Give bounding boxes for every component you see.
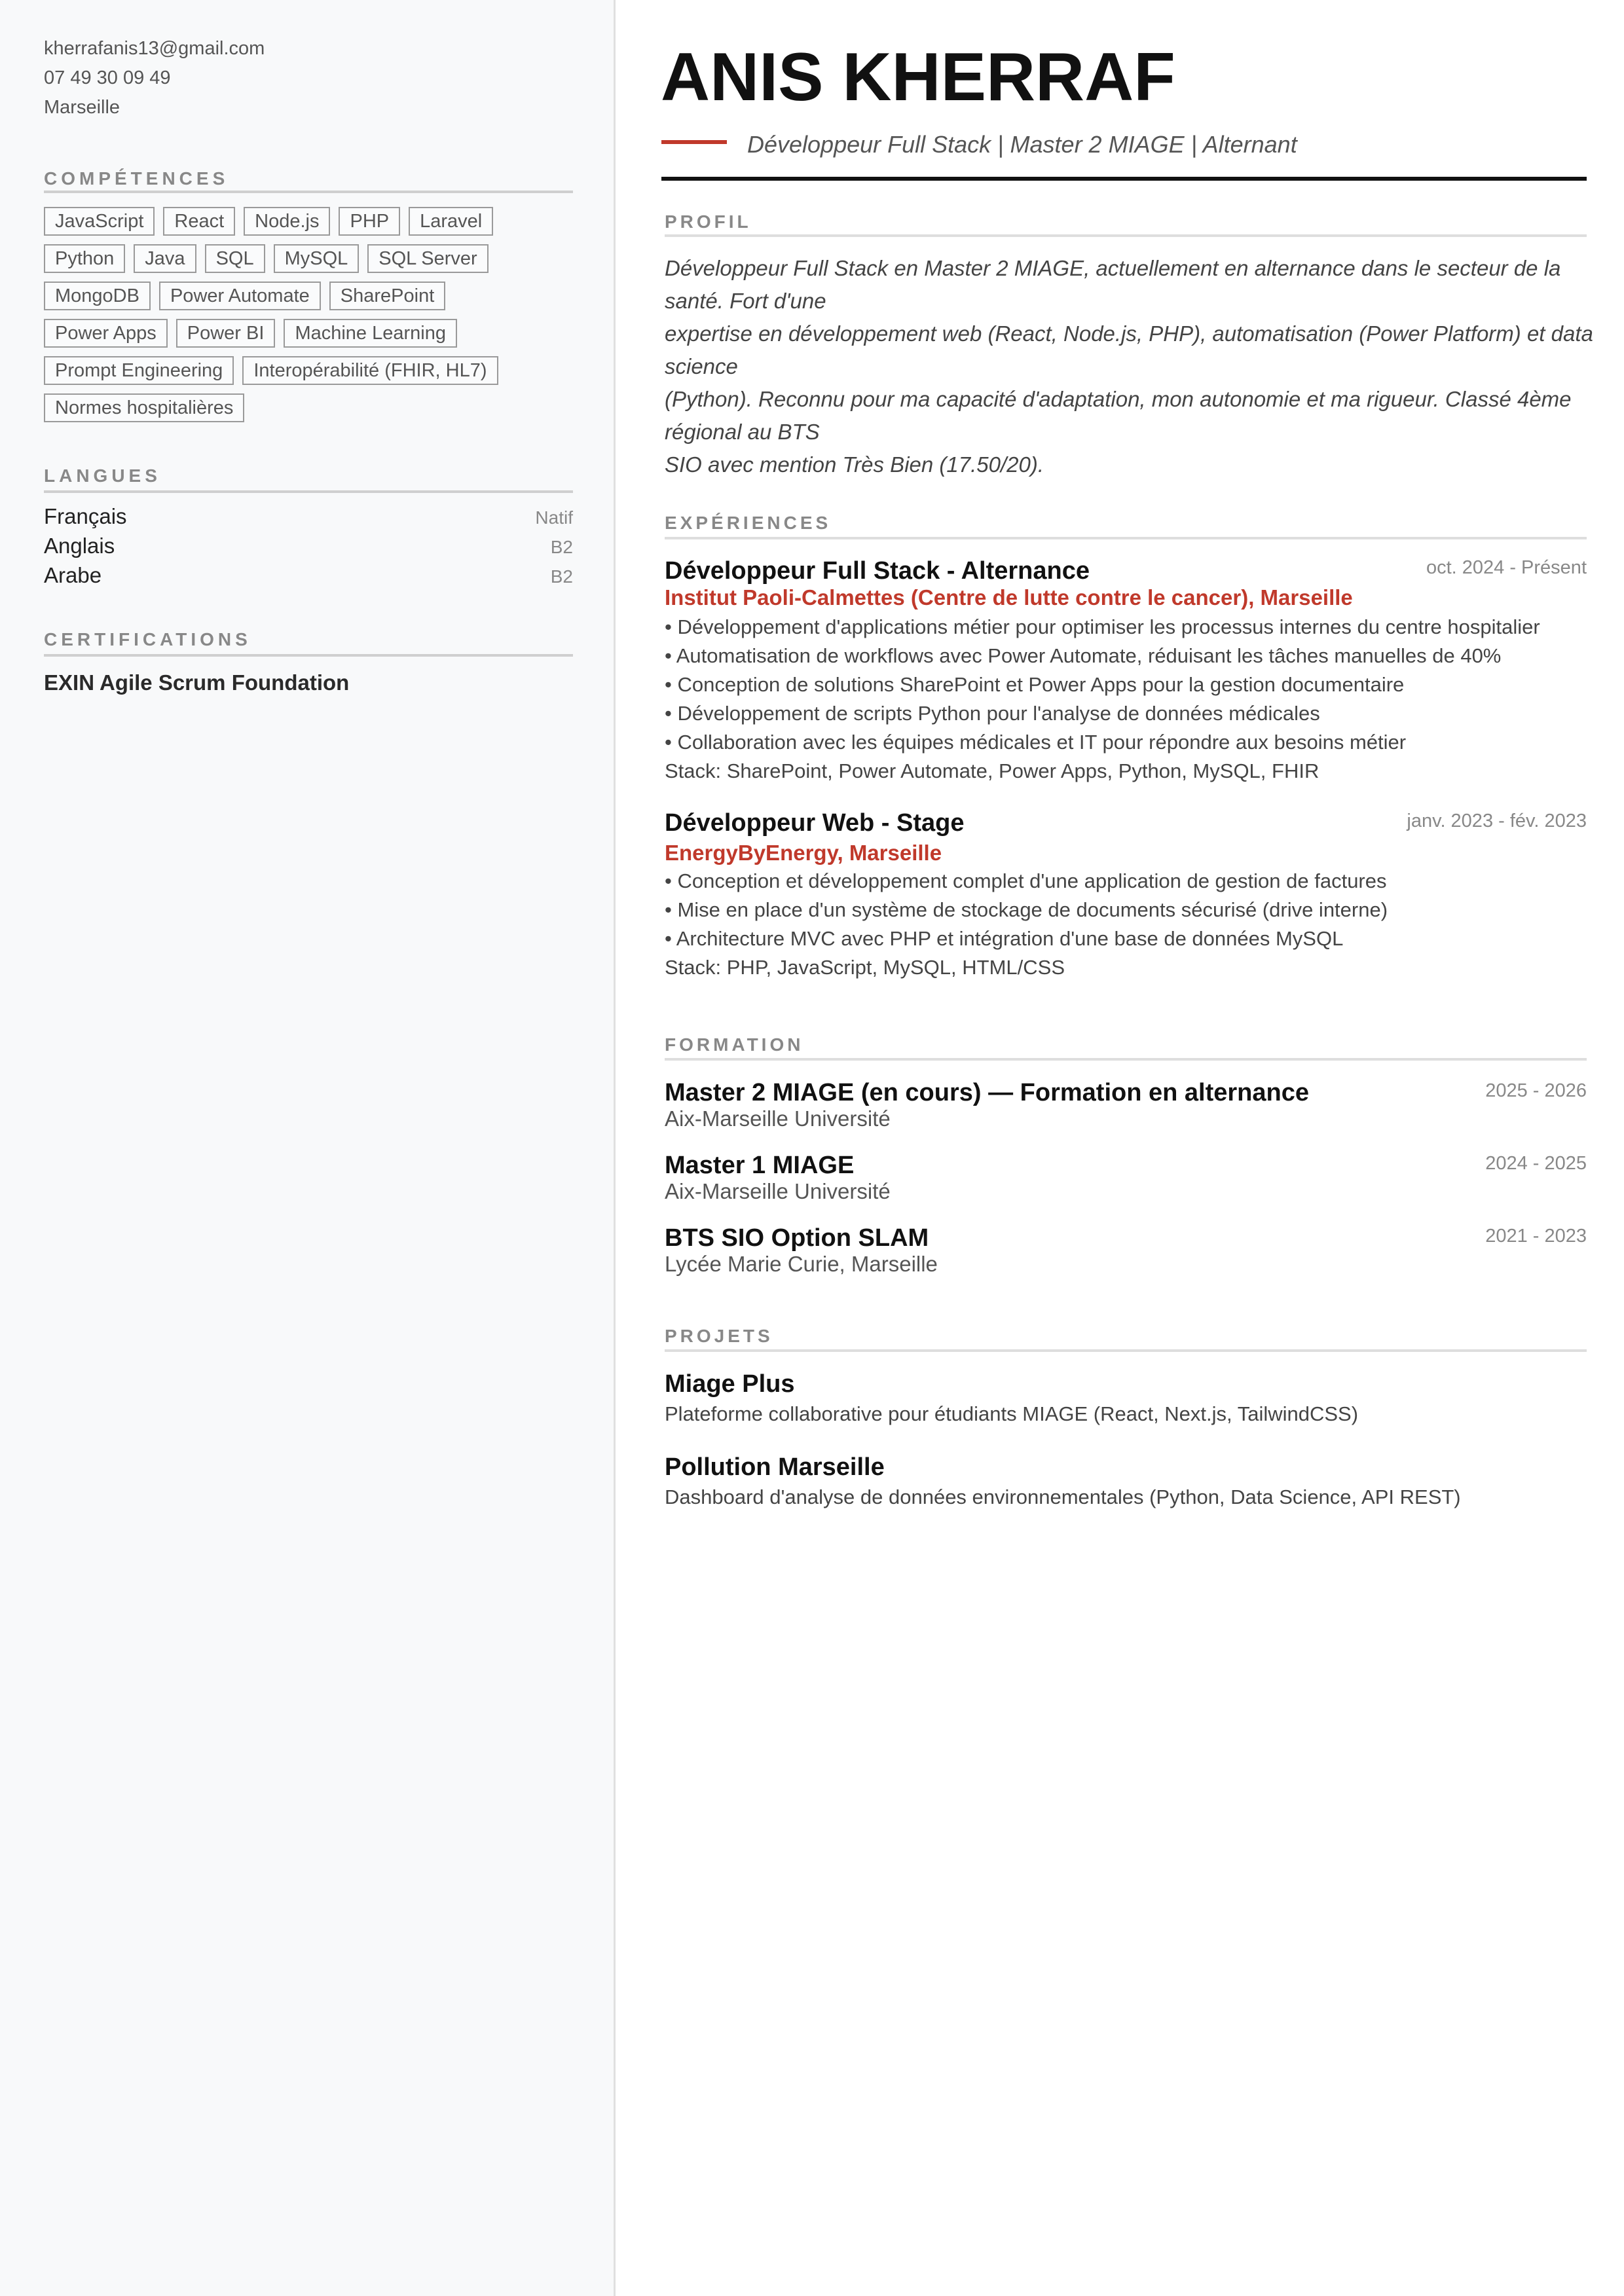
skill-tag: Prompt Engineering [44, 356, 234, 385]
education-title: Master 2 MIAGE (en cours) — Formation en alternance [665, 1079, 1309, 1106]
skills-divider [44, 191, 573, 193]
experience-divider [665, 537, 1587, 539]
project-title: Pollution Marseille [665, 1453, 885, 1481]
skill-tag: MongoDB [44, 282, 151, 310]
skill-tag: Python [44, 244, 125, 273]
skill-tag: Node.js [244, 207, 330, 236]
skill-tag: SQL Server [367, 244, 488, 273]
skill-tag: Normes hospitalières [44, 393, 244, 422]
job-stack: Stack: SharePoint, Power Automate, Power Apps, Python, MySQL, FHIR [665, 759, 1320, 782]
skill-tag: Power Automate [159, 282, 321, 310]
header-divider [661, 177, 1587, 181]
project-title: Miage Plus [665, 1370, 795, 1398]
profile-line: SIO avec mention Très Bien (17.50/20). [665, 452, 1044, 477]
language-name: Arabe [44, 563, 102, 587]
profile-line: santé. Fort d'une [665, 289, 826, 313]
skill-tag: Laravel [409, 207, 493, 236]
skill-tag: JavaScript [44, 207, 155, 236]
education-title: BTS SIO Option SLAM [665, 1224, 929, 1252]
education-heading: FORMATION [665, 1034, 804, 1055]
job-title: Développeur Web - Stage [665, 809, 965, 837]
skill-tag: React [163, 207, 235, 236]
skill-tag: Power BI [176, 319, 276, 348]
profile-summary [665, 252, 1593, 481]
job-bullet: • Conception et développement complet d'une application de gestion de factures [665, 869, 1387, 892]
profile-divider [665, 234, 1587, 237]
projects-divider [665, 1349, 1587, 1352]
job-bullet: • Développement de scripts Python pour l'analyse de données médicales [665, 702, 1320, 725]
language-row [44, 563, 573, 589]
job-company: EnergyByEnergy, Marseille [665, 841, 942, 865]
language-level: B2 [550, 566, 573, 587]
job-date: oct. 2024 - Présent [1426, 557, 1587, 578]
language-row [44, 504, 573, 530]
languages-heading: LANGUES [44, 465, 161, 486]
education-date: 2021 - 2023 [1485, 1226, 1587, 1247]
candidate-name: ANIS KHERRAF [661, 39, 1175, 115]
profile-line: régional au BTS [665, 420, 820, 444]
job-title: Développeur Full Stack - Alternance [665, 557, 1090, 585]
education-date: 2025 - 2026 [1485, 1080, 1587, 1101]
job-company: Institut Paoli-Calmettes (Centre de lutte contre le cancer), Marseille [665, 585, 1353, 610]
project-description: Plateforme collaborative pour étudiants MIAGE (React, Next.js, TailwindCSS) [665, 1402, 1359, 1425]
skill-tag: Java [134, 244, 196, 273]
skill-tag: MySQL [274, 244, 360, 273]
job-bullet: • Conception de solutions SharePoint et Power Apps pour la gestion documentaire [665, 673, 1405, 696]
skills-tag-list [44, 207, 573, 431]
accent-bar [661, 140, 727, 144]
candidate-subtitle: Développeur Full Stack | Master 2 MIAGE | Alternant [747, 131, 1297, 158]
skill-tag: PHP [339, 207, 400, 236]
job-bullet: • Collaboration avec les équipes médicales et IT pour répondre aux besoins métier [665, 731, 1407, 754]
education-school: Aix-Marseille Université [665, 1106, 891, 1131]
profile-heading: PROFIL [665, 211, 752, 232]
profile-line: Développeur Full Stack en Master 2 MIAGE, actuellement en alternance dans le secteur de la [665, 256, 1561, 280]
certification-item: EXIN Agile Scrum Foundation [44, 670, 350, 695]
skill-tag: Interopérabilité (FHIR, HL7) [242, 356, 498, 385]
job-bullet: • Mise en place d'un système de stockage de documents sécurisé (drive interne) [665, 898, 1388, 921]
language-level: B2 [550, 537, 573, 557]
job-bullet: • Automatisation de workflows avec Power Automate, réduisant les tâches manuelles de 40% [665, 644, 1502, 667]
job-stack: Stack: PHP, JavaScript, MySQL, HTML/CSS [665, 956, 1065, 979]
certifications-divider [44, 654, 573, 657]
profile-line: science [665, 354, 738, 378]
skill-tag: Machine Learning [284, 319, 457, 348]
language-name: Anglais [44, 534, 115, 558]
job-bullet: • Développement d'applications métier pour optimiser les processus internes du centre hospitalier [665, 615, 1540, 638]
project-description: Dashboard d'analyse de données environnementales (Python, Data Science, API REST) [665, 1485, 1461, 1508]
education-date: 2024 - 2025 [1485, 1153, 1587, 1174]
education-school: Aix-Marseille Université [665, 1179, 891, 1203]
education-divider [665, 1058, 1587, 1061]
skill-tag: Power Apps [44, 319, 168, 348]
languages-divider [44, 490, 573, 493]
contact-phone[interactable]: 07 49 30 09 49 [44, 67, 171, 88]
contact-city: Marseille [44, 97, 120, 118]
skill-tag: SQL [205, 244, 265, 273]
experience-heading: EXPÉRIENCES [665, 513, 832, 533]
job-bullet: • Architecture MVC avec PHP et intégration d'une base de données MySQL [665, 927, 1344, 950]
skill-tag: SharePoint [329, 282, 446, 310]
language-level: Natif [535, 507, 573, 528]
language-row [44, 534, 573, 560]
education-school: Lycée Marie Curie, Marseille [665, 1252, 938, 1276]
profile-line: expertise en développement web (React, Node.js, PHP), automatisation (Power Platform) et data [665, 321, 1593, 346]
language-name: Français [44, 504, 127, 528]
skills-heading: COMPÉTENCES [44, 168, 229, 189]
projects-heading: PROJETS [665, 1326, 773, 1346]
sidebar [0, 0, 616, 2296]
education-title: Master 1 MIAGE [665, 1152, 855, 1179]
job-date: janv. 2023 - fév. 2023 [1407, 811, 1587, 831]
certifications-heading: CERTIFICATIONS [44, 629, 251, 649]
profile-line: (Python). Reconnu pour ma capacité d'adaptation, mon autonomie et ma rigueur. Classé 4ème [665, 387, 1572, 411]
contact-email[interactable]: kherrafanis13@gmail.com [44, 38, 265, 59]
